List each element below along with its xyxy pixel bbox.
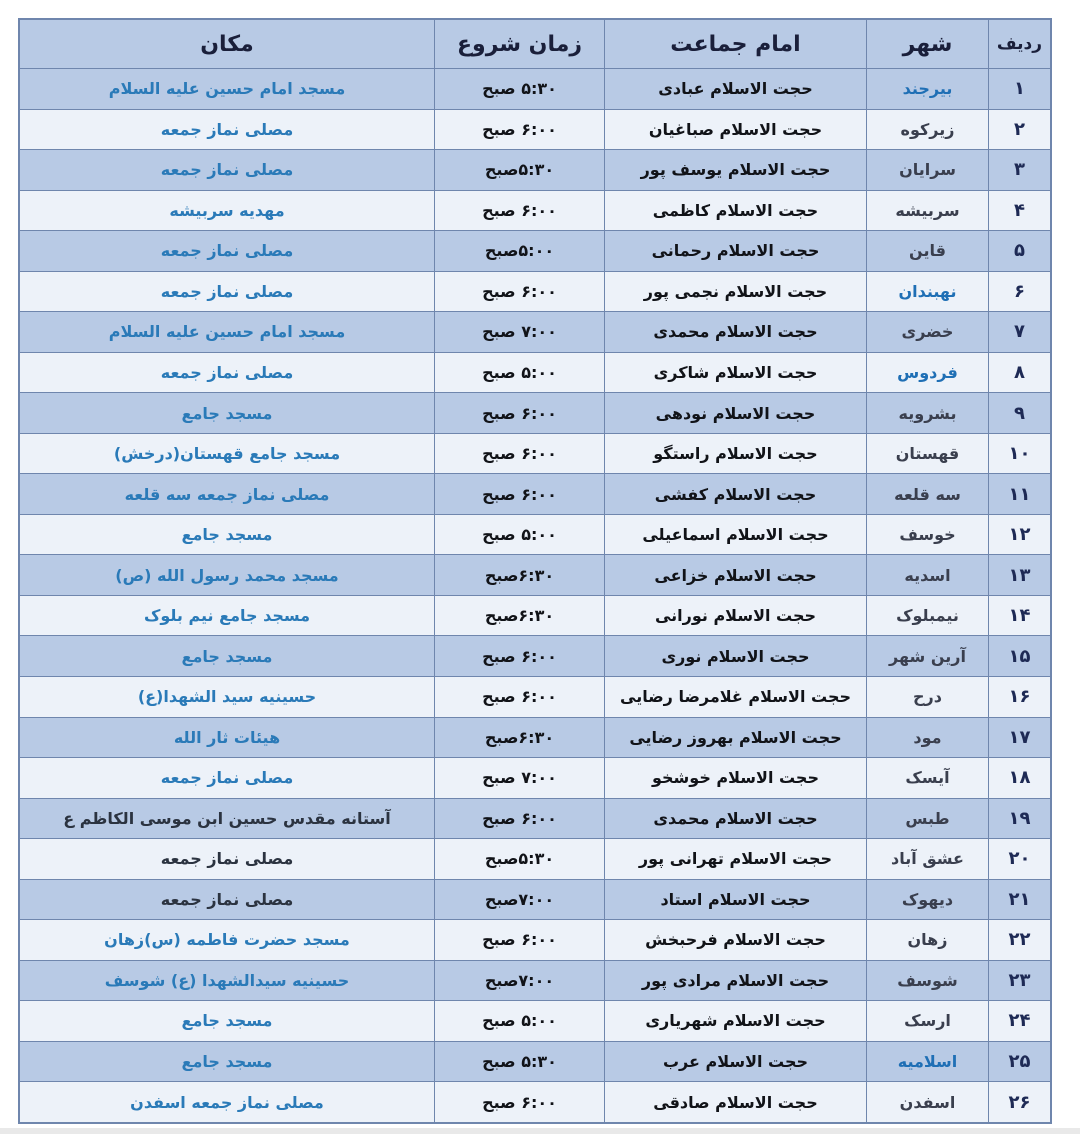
imam-cell: حجت الاسلام یوسف پور (605, 150, 867, 191)
start-time-cell: ۵:۳۰ صبح (435, 69, 605, 110)
table-body (20, 69, 1051, 1123)
imam-cell: حجت الاسلام نورانی (605, 595, 867, 636)
start-time-cell: ۶:۰۰ صبح (435, 433, 605, 474)
start-time-cell: ۶:۰۰ صبح (435, 798, 605, 839)
row-number: ۱۴ (989, 595, 1051, 636)
start-time-cell: ۵:۳۰صبح (435, 839, 605, 880)
table-header (20, 20, 1051, 69)
imam-cell: حجت الاسلام عبادی (605, 69, 867, 110)
table-row (20, 758, 1051, 799)
table-row (20, 69, 1051, 110)
place-cell: مسجد امام حسین علیه السلام (20, 69, 435, 110)
city-cell: زهان (867, 920, 989, 961)
table-row (20, 636, 1051, 677)
start-time-cell: ۵:۳۰صبح (435, 150, 605, 191)
table-row (20, 352, 1051, 393)
row-number: ۲۰ (989, 839, 1051, 880)
city-cell: قاین (867, 231, 989, 272)
table-row (20, 595, 1051, 636)
table-row (20, 190, 1051, 231)
place-cell: مسجد محمد رسول الله (ص) (20, 555, 435, 596)
start-time-cell: ۶:۳۰صبح (435, 555, 605, 596)
city-cell: اسلامیه (867, 1041, 989, 1082)
start-time-cell: ۶:۰۰ صبح (435, 920, 605, 961)
row-number: ۲۲ (989, 920, 1051, 961)
city-cell: طبس (867, 798, 989, 839)
row-number: ۱۹ (989, 798, 1051, 839)
row-number: ۴ (989, 190, 1051, 231)
imam-cell: حجت الاسلام خوشخو (605, 758, 867, 799)
imam-cell: حجت الاسلام محمدی (605, 312, 867, 353)
imam-cell: حجت الاسلام غلامرضا رضایی (605, 676, 867, 717)
imam-cell: حجت الاسلام استاد (605, 879, 867, 920)
imam-cell: حجت الاسلام بهروز رضایی (605, 717, 867, 758)
start-time-cell: ۷:۰۰صبح (435, 879, 605, 920)
row-number: ۲۵ (989, 1041, 1051, 1082)
start-time-cell: ۶:۰۰ صبح (435, 109, 605, 150)
city-cell: آیسک (867, 758, 989, 799)
imam-cell: حجت الاسلام رحمانی (605, 231, 867, 272)
start-time-cell: ۶:۳۰صبح (435, 717, 605, 758)
city-cell: زیرکوه (867, 109, 989, 150)
table-row (20, 839, 1051, 880)
table-row (20, 109, 1051, 150)
place-cell: مصلی نماز جمعه (20, 150, 435, 191)
place-cell: مصلی نماز جمعه (20, 231, 435, 272)
table-row (20, 1001, 1051, 1042)
place-cell: مسجد جامع (20, 636, 435, 677)
city-cell: مود (867, 717, 989, 758)
imam-cell: حجت الاسلام راستگو (605, 433, 867, 474)
table-row (20, 393, 1051, 434)
city-cell: سه قلعه (867, 474, 989, 515)
imam-cell: حجت الاسلام نودهی (605, 393, 867, 434)
city-cell: سربیشه (867, 190, 989, 231)
start-time-cell: ۶:۳۰صبح (435, 595, 605, 636)
place-cell: مسجد جامع نیم بلوک (20, 595, 435, 636)
place-cell: مسجد امام حسین علیه السلام (20, 312, 435, 353)
imam-cell: حجت الاسلام صادقی (605, 1082, 867, 1123)
imam-cell: حجت الاسلام شهریاری (605, 1001, 867, 1042)
start-time-cell: ۵:۰۰ صبح (435, 514, 605, 555)
imam-cell: حجت الاسلام محمدی (605, 798, 867, 839)
place-cell: مصلی نماز جمعه اسفدن (20, 1082, 435, 1123)
table-row (20, 1041, 1051, 1082)
imam-cell: حجت الاسلام نجمی پور (605, 271, 867, 312)
city-cell: درح (867, 676, 989, 717)
city-cell: بشرویه (867, 393, 989, 434)
row-number: ۵ (989, 231, 1051, 272)
start-time-cell: ۵:۰۰صبح (435, 231, 605, 272)
start-time-cell: ۶:۰۰ صبح (435, 393, 605, 434)
row-number: ۱۲ (989, 514, 1051, 555)
row-number: ۶ (989, 271, 1051, 312)
start-time-cell: ۶:۰۰ صبح (435, 190, 605, 231)
place-cell: حسینیه سیدالشهدا (ع) شوسف (20, 960, 435, 1001)
imam-cell: حجت الاسلام فرحبخش (605, 920, 867, 961)
place-cell: مصلی نماز جمعه (20, 758, 435, 799)
prayer-schedule-table (19, 19, 1051, 1123)
city-cell: خوسف (867, 514, 989, 555)
place-cell: حسینیه سید الشهدا(ع) (20, 676, 435, 717)
table-row (20, 717, 1051, 758)
table-row (20, 879, 1051, 920)
imam-cell: حجت الاسلام عرب (605, 1041, 867, 1082)
start-time-cell: ۷:۰۰صبح (435, 960, 605, 1001)
row-number: ۲۴ (989, 1001, 1051, 1042)
place-cell: مصلی نماز جمعه (20, 109, 435, 150)
header-city: شهر (867, 20, 989, 69)
place-cell: آستانه مقدس حسین ابن موسی الکاظم ع (20, 798, 435, 839)
row-number: ۷ (989, 312, 1051, 353)
row-number: ۹ (989, 393, 1051, 434)
city-cell: شوسف (867, 960, 989, 1001)
imam-cell: حجت الاسلام کاظمی (605, 190, 867, 231)
header-row (20, 20, 1051, 69)
bottom-strip (0, 1128, 1080, 1134)
place-cell: هیئات ثار الله (20, 717, 435, 758)
city-cell: فردوس (867, 352, 989, 393)
place-cell: مسجد جامع (20, 393, 435, 434)
start-time-cell: ۶:۰۰ صبح (435, 271, 605, 312)
table-row (20, 474, 1051, 515)
row-number: ۱۵ (989, 636, 1051, 677)
place-cell: مسجد جامع (20, 514, 435, 555)
header-row-number: ردیف (989, 20, 1051, 69)
imam-cell: حجت الاسلام نوری (605, 636, 867, 677)
schedule-table-frame (18, 18, 1052, 1124)
table-row (20, 798, 1051, 839)
table-row (20, 271, 1051, 312)
imam-cell: حجت الاسلام مرادی پور (605, 960, 867, 1001)
city-cell: عشق آباد (867, 839, 989, 880)
place-cell: مصلی نماز جمعه (20, 352, 435, 393)
table-row (20, 1082, 1051, 1123)
table-row (20, 676, 1051, 717)
city-cell: نهبندان (867, 271, 989, 312)
start-time-cell: ۶:۰۰ صبح (435, 636, 605, 677)
city-cell: نیمبلوک (867, 595, 989, 636)
place-cell: مصلی نماز جمعه سه قلعه (20, 474, 435, 515)
row-number: ۱۸ (989, 758, 1051, 799)
header-start-time: زمان شروع (435, 20, 605, 69)
row-number: ۱۷ (989, 717, 1051, 758)
city-cell: قهستان (867, 433, 989, 474)
row-number: ۱۳ (989, 555, 1051, 596)
place-cell: مسجد جامع (20, 1001, 435, 1042)
start-time-cell: ۶:۰۰ صبح (435, 676, 605, 717)
table-row (20, 433, 1051, 474)
table-row (20, 555, 1051, 596)
place-cell: مصلی نماز جمعه (20, 271, 435, 312)
city-cell: ارسک (867, 1001, 989, 1042)
table-row (20, 312, 1051, 353)
place-cell: مسجد جامع قهستان(درخش) (20, 433, 435, 474)
row-number: ۱۰ (989, 433, 1051, 474)
row-number: ۲۱ (989, 879, 1051, 920)
start-time-cell: ۷:۰۰ صبح (435, 758, 605, 799)
row-number: ۳ (989, 150, 1051, 191)
row-number: ۲۶ (989, 1082, 1051, 1123)
row-number: ۸ (989, 352, 1051, 393)
city-cell: آرین شهر (867, 636, 989, 677)
imam-cell: حجت الاسلام صباغیان (605, 109, 867, 150)
imam-cell: حجت الاسلام اسماعیلی (605, 514, 867, 555)
start-time-cell: ۷:۰۰ صبح (435, 312, 605, 353)
city-cell: دیهوک (867, 879, 989, 920)
start-time-cell: ۵:۰۰ صبح (435, 1001, 605, 1042)
row-number: ۱۶ (989, 676, 1051, 717)
imam-cell: حجت الاسلام کفشی (605, 474, 867, 515)
place-cell: مهدیه سربیشه (20, 190, 435, 231)
table-row (20, 960, 1051, 1001)
table-row (20, 920, 1051, 961)
table-row (20, 231, 1051, 272)
row-number: ۱ (989, 69, 1051, 110)
place-cell: مسجد حضرت فاطمه (س)زهان (20, 920, 435, 961)
table-row (20, 150, 1051, 191)
place-cell: مسجد جامع (20, 1041, 435, 1082)
city-cell: اسفدن (867, 1082, 989, 1123)
start-time-cell: ۶:۰۰ صبح (435, 1082, 605, 1123)
table-row (20, 514, 1051, 555)
header-imam: امام جماعت (605, 20, 867, 69)
imam-cell: حجت الاسلام خزاعی (605, 555, 867, 596)
row-number: ۱۱ (989, 474, 1051, 515)
row-number: ۲ (989, 109, 1051, 150)
place-cell: مصلی نماز جمعه (20, 879, 435, 920)
imam-cell: حجت الاسلام شاکری (605, 352, 867, 393)
start-time-cell: ۶:۰۰ صبح (435, 474, 605, 515)
header-place: مکان (20, 20, 435, 69)
city-cell: سرایان (867, 150, 989, 191)
city-cell: اسدیه (867, 555, 989, 596)
start-time-cell: ۵:۳۰ صبح (435, 1041, 605, 1082)
start-time-cell: ۵:۰۰ صبح (435, 352, 605, 393)
row-number: ۲۳ (989, 960, 1051, 1001)
place-cell: مصلی نماز جمعه (20, 839, 435, 880)
imam-cell: حجت الاسلام تهرانی پور (605, 839, 867, 880)
city-cell: بیرجند (867, 69, 989, 110)
city-cell: خضری (867, 312, 989, 353)
